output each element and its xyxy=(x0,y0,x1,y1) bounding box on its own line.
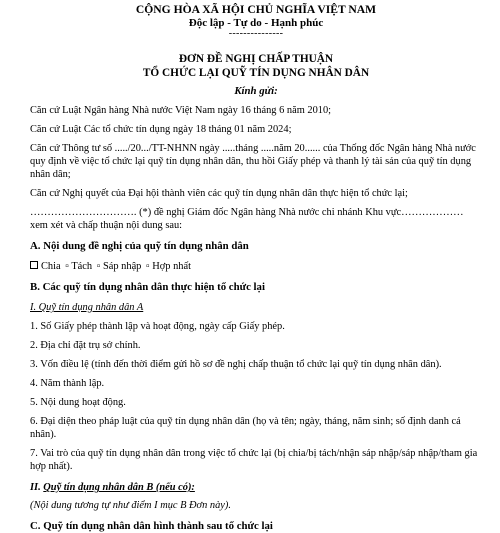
fund-a-item-4: 4. Năm thành lập. xyxy=(30,378,105,389)
fund-a-item-1: 1. Số Giấy phép thành lập và hoạt động, ngày cấp Giấy phép. xyxy=(30,321,285,332)
option-split[interactable]: Chia xyxy=(30,260,61,273)
basis-circular: Căn cứ Thông tư số ...../20.../TT-NHNN ngày .....tháng .....năm 20...... của Thống đốc Ngân hàng Nhà nước quy định về việc tổ chức lại quỹ tín dụng nhân dân, thu hồi Giấy phép và thanh lý tài sản của quỹ tín dụng nhân dân; xyxy=(30,143,476,180)
section-a-title: A. Nội dung đề nghị của quỹ tín dụng nhân dân xyxy=(30,240,249,252)
basis-resolution: Căn cứ Nghị quyết của Đại hội thành viên các quỹ tín dụng nhân dân thực hiện tổ chức lại; xyxy=(30,188,408,199)
national-title: CỘNG HÒA XÃ HỘI CHỦ NGHĨA VIỆT NAM xyxy=(135,3,377,16)
greeting: Kính gửi: xyxy=(234,85,278,97)
restructure-options xyxy=(30,260,482,273)
national-motto: Độc lập - Tự do - Hạnh phúc xyxy=(188,17,324,29)
fund-a-item-7: 7. Vai trò của quỹ tín dụng nhân dân trong việc tổ chức lại (bị chia/bị tách/nhận sáp nhập/sáp nhập/tham gia hợp nhất). xyxy=(30,448,478,472)
basis-law-credit-institutions: Căn cứ Luật Các tổ chức tín dụng ngày 18 tháng 01 năm 2024; xyxy=(30,124,292,135)
request-paragraph: …………………………. (*) đề nghị Giám đốc Ngân hàng Nhà nước chi nhánh Khu vực……………… xem xét và chấp thuận nội dung sau: xyxy=(30,207,464,231)
fund-a-item-5: 5. Nội dung hoạt động. xyxy=(30,397,126,408)
fund-b-title: II. Quỹ tín dụng nhân dân B (nếu có): xyxy=(30,482,195,493)
fund-a-item-6: 6. Đại diện theo pháp luật của quỹ tín dụng nhân dân (họ và tên; ngày, tháng, năm sinh; số định danh cá nhân). xyxy=(30,416,461,440)
fund-b-note: (Nội dung tương tự như điểm I mục B Đơn này). xyxy=(30,500,231,511)
fund-a-item-3: 3. Vốn điều lệ (tính đến thời điểm gửi hồ sơ đề nghị chấp thuận tổ chức lại quỹ tín dụng nhân dân). xyxy=(30,359,442,370)
option-consolidate[interactable]: ▫ Hợp nhất xyxy=(146,261,191,272)
section-b-title: B. Các quỹ tín dụng nhân dân thực hiện tổ chức lại xyxy=(30,281,265,293)
fund-a-item-2: 2. Địa chỉ đặt trụ sở chính. xyxy=(30,340,141,351)
fund-a-title: I. Quỹ tín dụng nhân dân A xyxy=(30,302,144,313)
document-title-line2: TỔ CHỨC LẠI QUỸ TÍN DỤNG NHÂN DÂN xyxy=(142,67,370,79)
basis-law-state-bank: Căn cứ Luật Ngân hàng Nhà nước Việt Nam ngày 16 tháng 6 năm 2010; xyxy=(30,105,332,116)
motto-underline: --------------- xyxy=(228,28,284,39)
checkbox-icon[interactable] xyxy=(30,261,38,269)
section-c-title: C. Quỹ tín dụng nhân dân hình thành sau tổ chức lại xyxy=(30,520,273,532)
option-separate[interactable]: ▫ Tách xyxy=(65,261,93,272)
option-merge[interactable]: ▫ Sáp nhập xyxy=(96,261,142,272)
document-title-line1: ĐƠN ĐỀ NGHỊ CHẤP THUẬN xyxy=(178,53,334,65)
